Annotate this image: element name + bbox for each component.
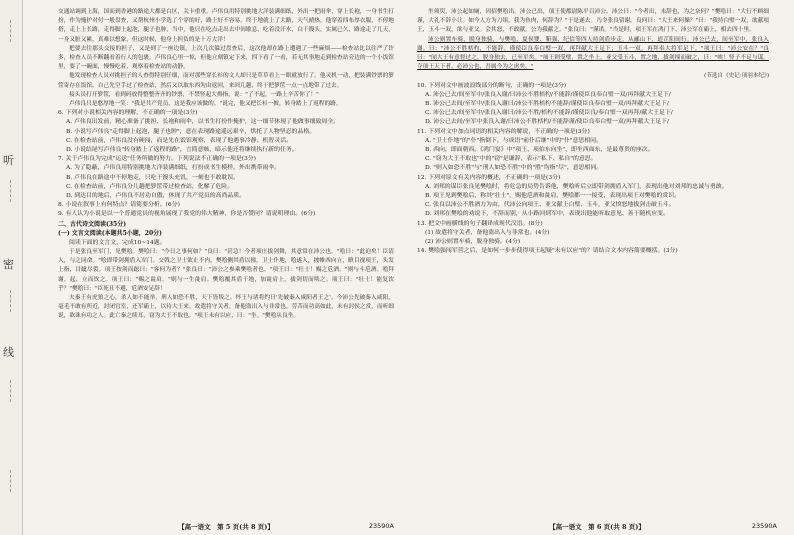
question-10-option-c: C. 沛公已去/间至军中/张良入谢曰/沛公不胜/桮杓不能辞/谨使臣良/奉白璧一双再拜/献大王足下/ <box>425 110 673 117</box>
page-number: 【高一语文 第 5 页(共 8 页)】 <box>178 523 274 531</box>
question-12-option-b: B. 项王见到樊哙后，称其"壮士"，赐他卮酒和彘肩，樊哙都一一接受，表现出项王对樊哙的赏识。 <box>425 193 681 200</box>
question-6-option-d: D. 小说结尾写卢伟良"转身踏上了返程的路"，言简意赅，暗示他还将继续执行新的任务。 <box>66 147 298 154</box>
question-10-option-d: D. 沛公已去间/至军中张良入谢/曰沛公不胜桮杓/不能辞谨/使臣良奉白璧一双/再拜献大王足下/ <box>425 119 670 126</box>
question-7-option-a: A. 为了隐蔽，卢伟良用特别挑地大洋装满细纸，打扮成书生模样，外出携带雨伞。 <box>66 165 281 172</box>
margin-dash <box>10 290 12 312</box>
question-7-option-c: C. 在检查站前，卢伟良分几趟把箩筐带过检查站，化解了危险。 <box>66 183 234 190</box>
question-12-option-a: A. 刘邦的谋臣张良见樊哙时，将危急的局势告诉他，樊哙听后立即带剑拥盾入军门，表现出他对刘邦的忠诚与勇敢。 <box>425 183 728 190</box>
right-page <box>417 8 769 526</box>
margin-dash <box>10 380 12 402</box>
story-paragraph: 他发现检查人员对挑担子的人查得特别仔细，而对那些穿长衫的文人却只是草草看上一眼就放行了。他灵机一动，把装满钞票的箩筐寄存在饭馆，自己先空手过了检查站，然后又以取东西为由返回，来回几趟，终于把箩筐一点一点地带了过去。 <box>58 73 394 89</box>
left-page <box>58 8 394 526</box>
margin-dash <box>10 20 12 42</box>
question-13-item: (1) 故遣将守关者，备他盗出入与非常也。(4分) <box>425 229 550 236</box>
question-11-option-d: D. "则入如恐不胜"与"刑人如恐不胜"中的"胜"均指"尽"，意思相同。 <box>425 165 603 172</box>
passage-source: (节选自《史记·项羽本纪》) <box>704 73 769 80</box>
question-11-stem: 11. 下列对文中加点词语的相关内容的解说，不正确的一项是(3分) <box>417 128 590 135</box>
reading-instruction: 阅读下面的文言文，完成10~14题。 <box>69 239 166 246</box>
story-paragraph: 把要去往那头交接的担子，又是到了一座边镇，上次几次躲过盘查后，这次他却在路上遭遇了一些麻烦——检查站比以往严了许多，检查人员不断翻看着行人的包裹。卢伟良心里一惊，但他立刻镇定下来，四下看了一看，若无其事地走到检查站旁边的一个小饭馆里，要了一碗面，慢慢吃着，观察着检查站的动静。 <box>58 45 394 71</box>
right-footer <box>417 522 777 532</box>
question-12-stem: 12. 下列对原文有关内容的概述，不正确的一项是(3分) <box>417 174 561 181</box>
story-paragraph: 卢伟良只是憨厚地一笑："我是共产党员，这是我应该做的。"说完，他又把长衫一披，转身踏上了返程的路。 <box>69 101 342 108</box>
margin-char: 听 <box>3 154 14 167</box>
question-13-item: (2) 沛公则置车骑，脱身独骑。(4分) <box>425 239 521 246</box>
question-10-option-a: A. 沛公已去/间至军中/张良入谢/曰沛公不胜桮杓/不能辞/谨使臣良奉白璧一双/再拜献大王足下/ <box>425 91 671 98</box>
question-7-option-b: B. 卢伟良在路途中不停地走，只吃干馒头充饥，一刻也不敢耽误。 <box>66 174 240 181</box>
question-10-stem: 10. 下列对文中画波浪线部分的断句，正确的一项是(3分) <box>417 82 567 89</box>
paper-code: 23590A <box>751 522 777 530</box>
question-9: 9. 有人认为小说是以一个普通党员的视角展现了我党的伟大精神，你是否赞同？请说明理由。(6分) <box>58 211 316 218</box>
question-6-option-a: A. 卢伟良出发前，精心准备了挑担、长袍和雨伞，以书生打扮作掩护，这一细节体现了他做事细致周全。 <box>66 119 340 126</box>
classical-passage-wavy <box>417 36 769 73</box>
binding-margin <box>0 0 23 535</box>
margin-dash <box>10 180 12 202</box>
margin-dash <box>10 470 12 492</box>
left-footer <box>58 522 394 532</box>
question-6-stem: 6. 下列对小说相关内容的理解，不正确的一项是(3分) <box>58 110 198 117</box>
story-paragraph: 交通站调到上海，国而到香港的路途大都是白区，关卡重重。卢伟良用特别挑地大洋装满细纸，外出一把雨伞，穿上长袍，一身书生打扮，作为掩护对付一般盘查，又帮杭州小学选了个穿的好，路上好不容易，终于地就上了大路，天气晴热，他穿着四布厚衣服，不停地搭，走上上长路，走得脚上起泡，腿子也肿，当中，他只在吃点走出去中间歇息，吃着没汗水，白干馒头，实属已久，路途走了几天，一身又脏又累，真难以想象，但这时候，他身上担负的是十万大洋！ <box>58 9 394 43</box>
question-12-option-c: C. 张良以沛公不胜酒力为由，代沛公向项王、亚父献上白璧、玉斗，亚父愤怒地拔剑击破玉斗。 <box>425 202 675 209</box>
classical-passage: 夫秦王有虎狼之心，杀人如不能举，刑人如恐不胜，天下皆叛之。怀王与诸将约曰'先破秦入咸阳者王之'。今沛公先破秦入咸阳，毫毛不敢有所近，封闭宫室，还军霸上，以待大王来。故遣将守关者，备他盗出入与非常也。劳苦而功高如此，未有封侯之赏，而听细说，欲诛有功之人。此亡秦之续耳，窃为大王不取也。"项王未有以应，曰："坐。"樊哙从良坐。 <box>58 295 394 320</box>
story-paragraph: 接头员打开箩筐，看到码放得整整齐齐的钞票，不禁竖起大拇指，说："了不起，一路上辛苦你了！" <box>69 91 319 98</box>
paper-code: 23590A <box>368 522 394 530</box>
question-11-option-b: B. 西向，即面朝西。《鸿门宴》中"项王、项伯东向坐"，即坐西面东，是最尊贵的座次。 <box>425 147 654 154</box>
question-10-option-b: B. 沛公已去间/至军中/张良入谢曰/沛公不胜桮杓不能辞/谨使臣良奉白璧一双/再拜献大王足下/ <box>425 101 669 108</box>
question-6-option-c: C. 在检查站前，卢伟良没有硬闯，而是先在饭馆观察，表现了他遇事冷静、机智灵活。 <box>66 137 292 144</box>
question-14: 14. 樊哙强闯军营之后，是如何一步步使得项王起疑"未有以应"的？请结合文本内容简要概括。(3分) <box>417 248 678 255</box>
question-11-option-a: A. "卫士仆地"的"仆"指倒下，与成语"前仆后继"中的"仆"意思相同。 <box>425 137 602 144</box>
subsection-heading: (一) 文言文阅读(本题共5小题，20分) <box>58 230 162 238</box>
question-7-option-d: D. 到达目的地后，卢伟良不居功自傲，体现了共产党员的高尚品质。 <box>66 193 246 200</box>
question-12-option-d: D. 刘邦在樊哙的劝说下，不辞而别，从小路回到军中，表现出他能听取意见、善于随机应变。 <box>425 211 669 218</box>
question-8: 8. 小说在叙事上有何特点？请简要分析。(6分) <box>58 202 180 209</box>
question-7-stem: 7. 关于卢伟良为完成"运送"任务所做的努力，下列说法不正确的一项是(3分) <box>58 156 256 163</box>
question-6-option-b: B. 小说写卢伟良"走得脚上起泡，腿子也肿"，意在表现路途遥远艰辛，烘托了人物坚忍的品格。 <box>66 128 316 135</box>
classical-passage: 于是张良至军门，见樊哙。樊哙曰："今日之事何如？"良曰："甚急！今者项庄拔剑舞，其意常在沛公也。"哙曰："此迫矣！臣请入，与之同命。"哙即带剑拥盾入军门。交戟之卫士欲止不内，樊哙侧其盾以撞，卫士仆地，哙遂入，披帷西向立，瞋目视项王，头发上指，目眦尽裂。项王按剑而跽曰："客何为者？"张良曰："沛公之参乘樊哙者也。"项王曰："壮士！赐之卮酒。"则与斗卮酒。哙拜谢，起，立而饮之。项王曰："赐之彘肩。"则与一生彘肩。樊哙覆其盾于地，加彘肩上，拔剑切而啖之。项王曰："壮士！能复饮乎？"樊哙曰："臣死且不避，卮酒安足辞！ <box>58 249 394 292</box>
section-heading: 二、古代诗文阅读(35分) <box>58 220 127 228</box>
question-11-option-c: C. "窃为大王不取也"中的"窃"是谦辞，表示"私下、私自"的意思。 <box>425 156 597 163</box>
wavy-underlined-text: 沛公则置车骑，脱身独骑，与樊哙、夏侯婴、靳强、纪信等四人持剑盾步走，从郦山下，道芷阳间行。沛公已去，间至军中，张良入谢，曰："沛公不胜桮杓，不能辞。谨使臣良奉白璧一双，再拜献大王足下；玉斗一双，再拜奉大将军足下。"项王曰："沛公安在？"良曰："闻大王有意督过之，脱身独去，已至军矣。"项王则受璧，置之坐上。亚父受玉斗，置之地，拔剑撞而破之，曰："唉！竖子不足与谋。夺项王天下者，必沛公也，吾属今为之虏矣。" <box>417 36 769 71</box>
classical-passage: 坐须臾，沛公起如厕，因招樊哙出。沛公已出，项王使都尉陈平召沛公。沛公曰："今者出，未辞也，为之奈何？"樊哙曰："大行不顾细谨，大礼不辞小让。如今人方为刀俎，我为鱼肉，何辞为？"于是遂去。乃令张良留谢。良问曰："大王来何操？"曰："我持白璧一双，欲献项王，玉斗一双，欲与亚父。会其怒，不敢献。公为我献之。"张良曰："谨诺。"当是时，项王军在鸿门下，沛公军在霸上，相去四十里。 <box>417 9 769 34</box>
margin-char: 密 <box>3 258 14 271</box>
page-number: 【高一语文 第 6 页(共 8 页)】 <box>549 523 645 531</box>
question-13-stem: 13. 把文中画横线的句子翻译成现代汉语。(8分) <box>417 220 543 227</box>
margin-char: 线 <box>3 346 14 359</box>
